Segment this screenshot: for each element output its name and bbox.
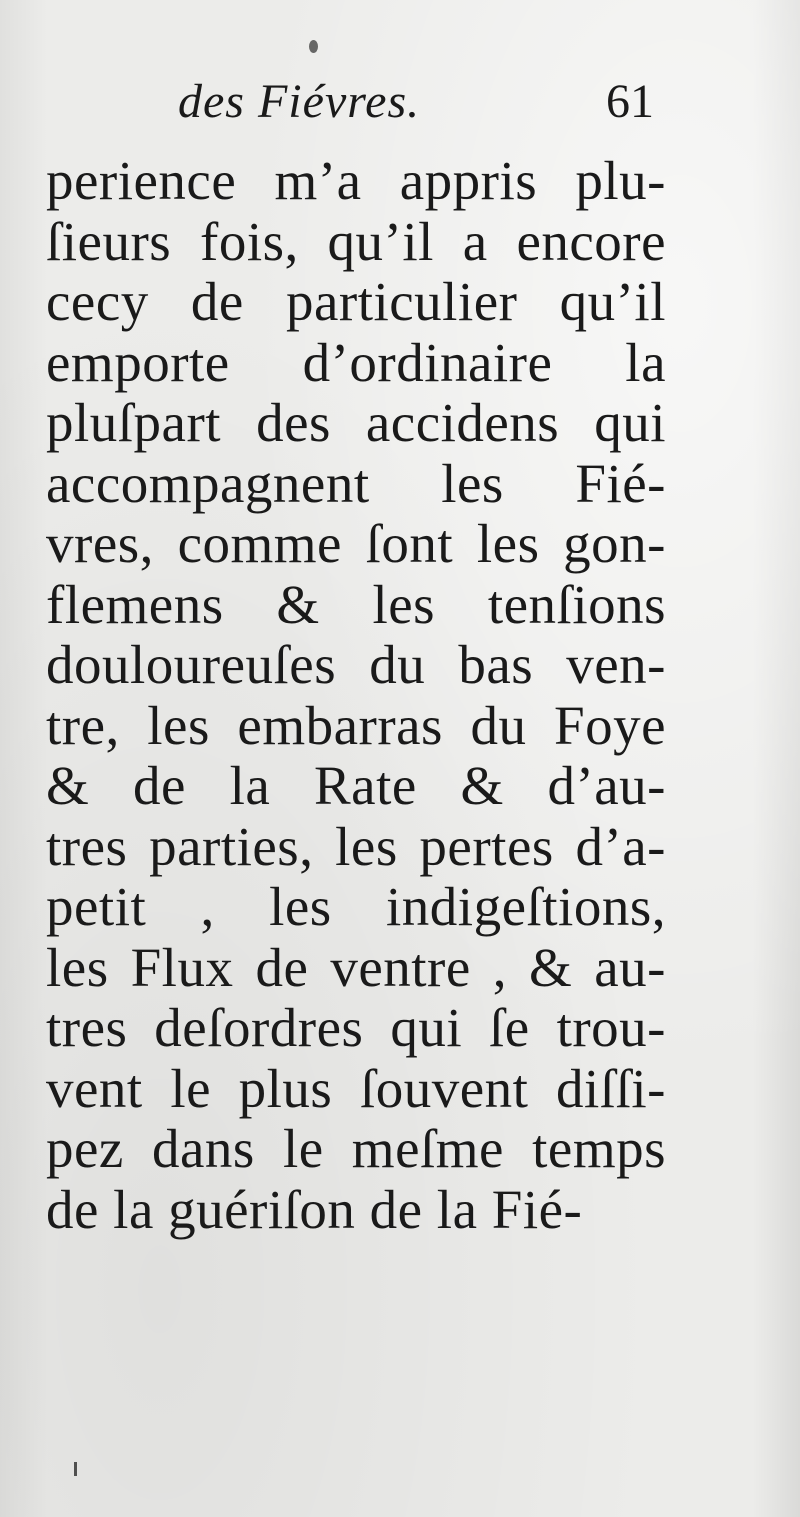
text-line: tres parties, les pertes d’a-	[46, 815, 666, 877]
text-line: de la guériſon de la Fié-	[46, 1178, 583, 1240]
text-line: vres, comme ſont les gon-	[46, 513, 666, 574]
text-line: emporte d’ordinaire la	[46, 331, 666, 393]
running-head	[0, 72, 800, 132]
text-line: pluſpart des accidens qui	[46, 392, 666, 453]
text-line: cecy de particulier qu’il	[46, 271, 666, 332]
running-title: des Fiévres.	[178, 75, 421, 128]
text-line: ſieurs fois, qu’il a encore	[46, 210, 666, 272]
text-line: perience m’a appris plu-	[46, 150, 666, 211]
text-line: tres deſordres qui ſe trou-	[46, 997, 666, 1058]
text-line: petit , les indigeſtions,	[46, 876, 666, 937]
page-number: 61	[606, 75, 654, 128]
text-line: pez dans le meſme temps	[46, 1118, 666, 1179]
text-line: flemens & les tenſions	[46, 573, 666, 635]
ink-mark	[74, 1462, 77, 1476]
text-line: tre, les embarras du Foye	[46, 694, 666, 756]
ink-blot	[309, 40, 318, 53]
text-line: accompagnent les Fié-	[46, 452, 666, 514]
text-line: les Flux de ventre , & au-	[46, 936, 666, 998]
text-line: & de la Rate & d’au-	[46, 755, 666, 816]
text-line: douloureuſes du bas ven-	[46, 634, 666, 695]
body-text	[46, 151, 666, 1240]
text-line: vent le plus ſouvent diſſi-	[46, 1057, 666, 1119]
